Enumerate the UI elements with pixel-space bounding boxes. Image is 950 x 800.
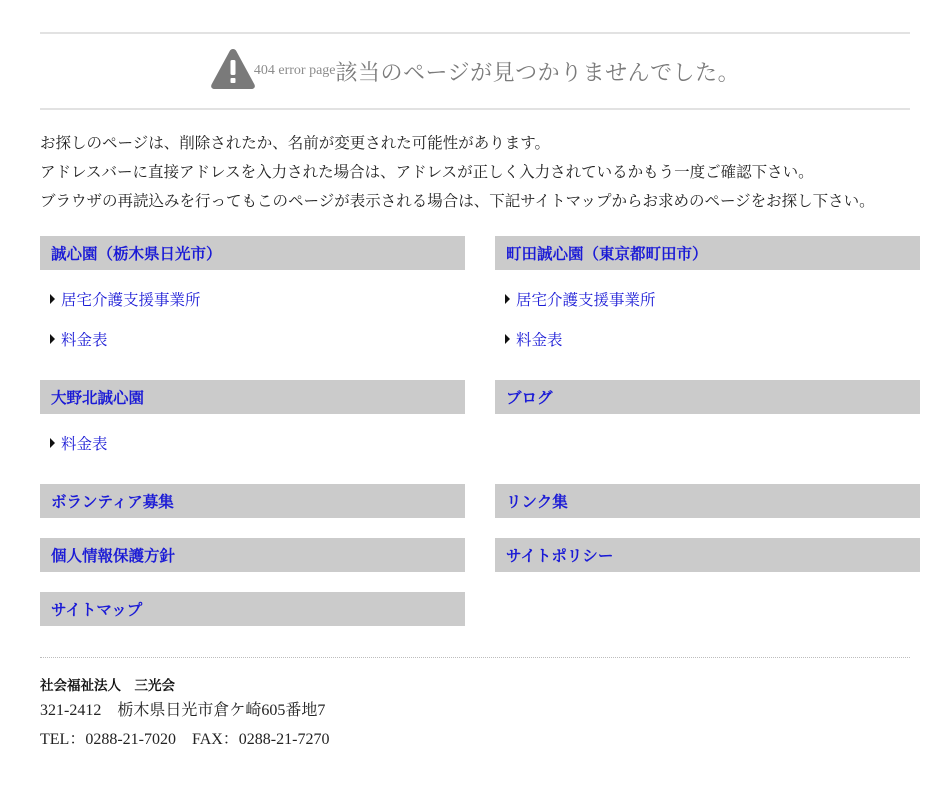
category-link-machida[interactable]: 町田誠心園（東京都町田市）	[506, 245, 708, 263]
caret-right-icon	[505, 334, 510, 344]
contact-numbers: TEL：0288-21-7020 FAX：0288-21-7270	[40, 731, 330, 748]
error-code-label: 404 error page	[253, 63, 336, 78]
organization-name: 社会福祉法人 三光会	[40, 678, 175, 694]
category-privacy	[40, 538, 465, 572]
list-item	[50, 328, 108, 350]
bottom-divider	[40, 108, 910, 110]
warning-icon	[210, 47, 256, 91]
link-price-machida[interactable]: 料金表	[516, 331, 563, 349]
message-line: アドレスバーに直接アドレスを入力された場合は、アドレスが正しく入力されているかもう一度ご確認下さい。	[40, 163, 814, 181]
category-link-onohoku[interactable]: 大野北誠心園	[51, 389, 145, 407]
category-link-volunteer[interactable]: ボランティア募集	[51, 493, 174, 511]
link-price-onohoku[interactable]: 料金表	[61, 435, 108, 453]
link-kyotaku-machida[interactable]: 居宅介護支援事業所	[516, 291, 656, 309]
footer-divider	[40, 657, 910, 658]
list-item	[505, 288, 656, 310]
caret-right-icon	[50, 334, 55, 344]
caret-right-icon	[50, 294, 55, 304]
category-onohoku	[40, 380, 465, 414]
list-item	[50, 432, 108, 454]
category-link-site-policy[interactable]: サイトポリシー	[506, 547, 614, 565]
footer	[40, 676, 329, 754]
link-kyotaku-nikko[interactable]: 居宅介護支援事業所	[61, 291, 201, 309]
category-blog	[495, 380, 920, 414]
message-line: お探しのページは、削除されたか、名前が変更された可能性があります。	[40, 134, 550, 152]
category-link-sitemap[interactable]: サイトマップ	[51, 601, 143, 619]
category-sitemap	[40, 592, 465, 626]
category-link-links[interactable]: リンク集	[506, 493, 568, 511]
category-site-policy	[495, 538, 920, 572]
message-line: ブラウザの再読込みを行ってもこのページが表示される場合は、下記サイトマップからお求めのページをお探し下さい。	[40, 192, 875, 210]
category-seishinen-nikko	[40, 236, 465, 270]
category-machida	[495, 236, 920, 270]
link-price-nikko[interactable]: 料金表	[61, 331, 108, 349]
caret-right-icon	[50, 438, 55, 448]
category-link-seishinen-nikko[interactable]: 誠心園（栃木県日光市）	[51, 245, 222, 263]
error-message	[40, 129, 940, 216]
category-volunteer	[40, 484, 465, 518]
category-links	[495, 484, 920, 518]
category-link-privacy[interactable]: 個人情報保護方針	[51, 547, 176, 565]
error-title: 該当のページが見つかりませんでした。	[335, 60, 741, 86]
caret-right-icon	[505, 294, 510, 304]
list-item	[505, 328, 563, 350]
error-heading	[40, 34, 910, 108]
address: 321-2412 栃木県日光市倉ケ崎605番地7	[40, 702, 326, 719]
category-link-blog[interactable]: ブログ	[506, 389, 553, 407]
list-item	[50, 288, 201, 310]
